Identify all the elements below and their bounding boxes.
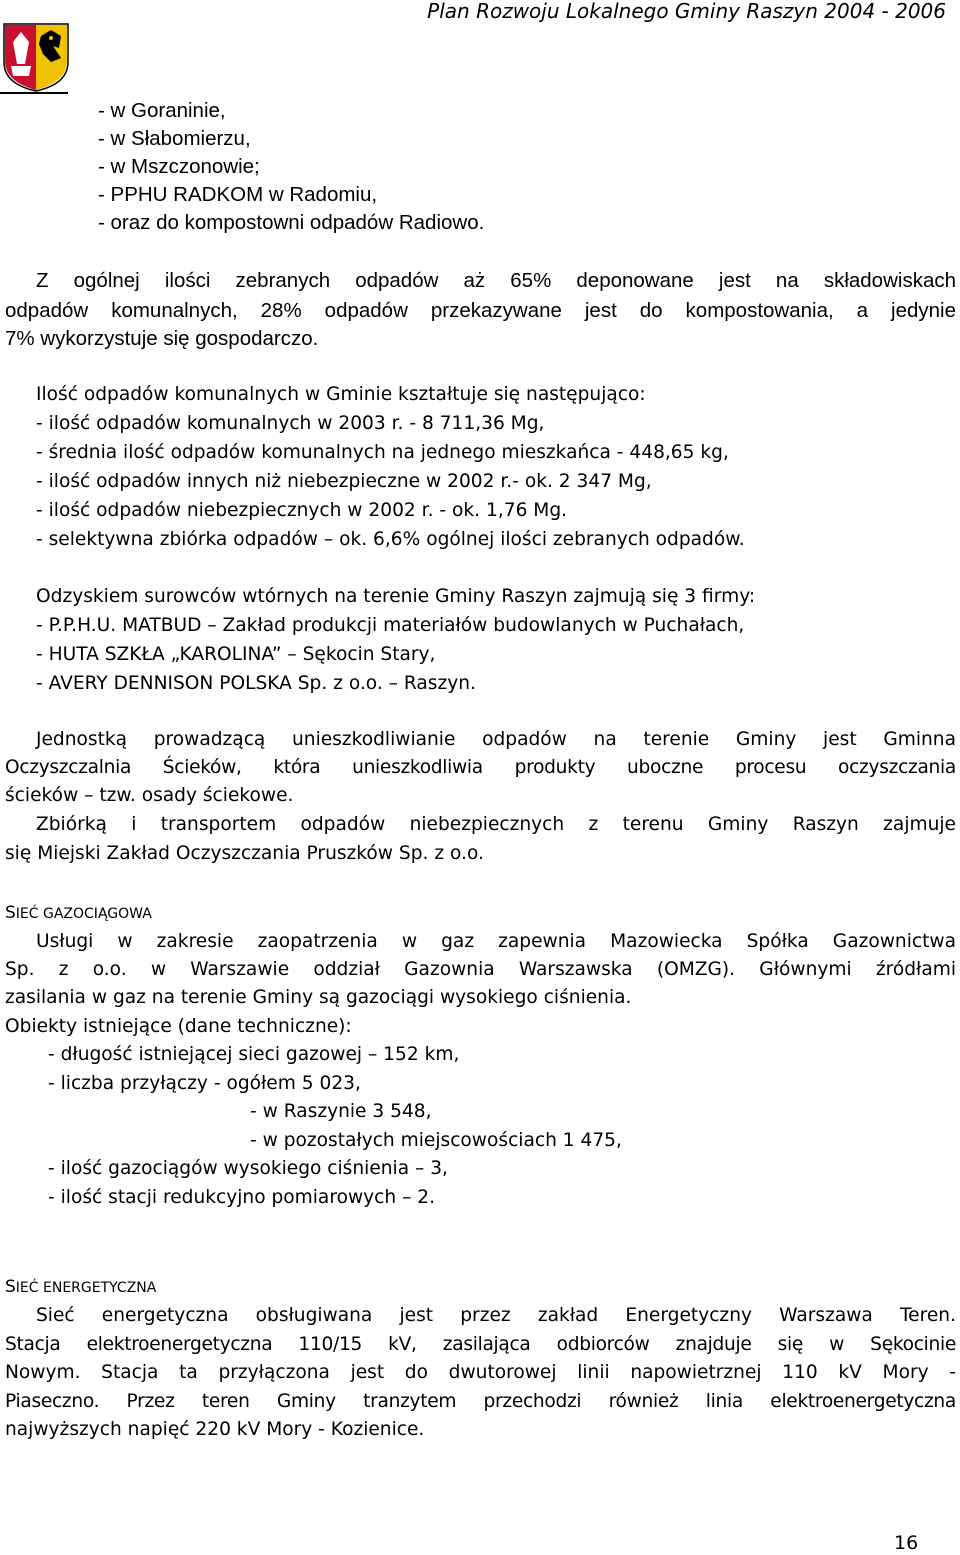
list-item: - w Słabomierzu, (98, 127, 251, 150)
list-item: - liczba przyłączy - ogółem 5 023, (48, 1073, 361, 1094)
list-item: - ilość gazociągów wysokiego ciśnienia – 3, (48, 1158, 448, 1179)
paragraph-line: Jednostką prowadzącą unieszkodliwianie odpadów na terenie Gminy jest Gminna (36, 729, 956, 750)
paragraph-line: odpadów komunalnych, 28% odpadów przekazywane jest do kompostowania, a jedynie (5, 299, 956, 322)
list-item: - ilość stacji redukcyjno pomiarowych – 2. (48, 1187, 436, 1208)
section-intro: Odzyskiem surowców wtórnych na terenie Gminy Raszyn zajmują się 3 firmy: (36, 586, 756, 607)
paragraph-line: Nowym. Stacja ta przyłączona jest do dwutorowej linii napowietrznej 110 kV Mory - (5, 1362, 956, 1383)
list-item: - AVERY DENNISON POLSKA Sp. z o.o. – Raszyn. (36, 673, 476, 694)
list-item: - ilość odpadów komunalnych w 2003 r. - 8 711,36 Mg, (36, 413, 545, 434)
paragraph-line: Sieć energetyczna obsługiwana jest przez zakład Energetyczny Warszawa Teren. (36, 1305, 956, 1326)
paragraph-line: Usługi w zakresie zaopatrzenia w gaz zapewnia Mazowiecka Spółka Gazownictwa (36, 931, 956, 952)
paragraph-line: Oczyszczalnia Ścieków, która unieszkodliwia produkty uboczne procesu oczyszczania (5, 757, 956, 778)
paragraph-line: Stacja elektroenergetyczna 110/15 kV, zasilająca odbiorców znajduje się w Sękocinie (5, 1334, 956, 1355)
paragraph-line: się Miejski Zakład Oczyszczania Pruszków Sp. z o.o. (5, 843, 484, 864)
paragraph-line: Sp. z o.o. w Warszawie oddział Gazownia Warszawska (OMZG). Głównymi źródłami (5, 959, 956, 980)
paragraph-line: Zbiórką i transportem odpadów niebezpiecznych z terenu Gminy Raszyn zajmuje (36, 814, 956, 835)
paragraph-line: 7% wykorzystuje się gospodarczo. (5, 327, 319, 350)
list-item: - ilość odpadów niebezpiecznych w 2002 r. - ok. 1,76 Mg. (36, 500, 568, 521)
list-item: - długość istniejącej sieci gazowej – 152 km, (48, 1044, 460, 1065)
list-item: - w Mszczonowie; (98, 155, 260, 178)
list-item: - HUTA SZKŁA „KAROLINA” – Sękocin Stary, (36, 644, 436, 665)
list-item: - P.P.H.U. MATBUD – Zakład produkcji materiałów budowlanych w Puchałach, (36, 615, 745, 636)
paragraph-line: Obiekty istniejące (dane techniczne): (5, 1016, 352, 1037)
paragraph-line: Piaseczno. Przez teren Gminy tranzytem przechodzi również linia elektroenergetyczna (5, 1391, 956, 1412)
list-item: - ilość odpadów innych niż niebezpieczne w 2002 r.- ok. 2 347 Mg, (36, 471, 652, 492)
paragraph-line: zasilania w gaz na terenie Gminy są gazociągi wysokiego ciśnienia. (5, 987, 632, 1008)
list-item: - w pozostałych miejscowościach 1 475, (250, 1130, 622, 1151)
paragraph-line: Z ogólnej ilości zebranych odpadów aż 65% deponowane jest na składowiskach (36, 269, 956, 292)
section-intro: Ilość odpadów komunalnych w Gminie kształtuje się następująco: (36, 384, 646, 405)
page-number: 16 (894, 1532, 919, 1554)
list-item: - PPHU RADKOM w Radomiu, (98, 183, 378, 206)
list-item: - w Raszynie 3 548, (250, 1101, 432, 1122)
paragraph-line: ścieków – tzw. osady ściekowe. (5, 785, 294, 806)
paragraph-line: najwyższych napięć 220 kV Mory - Kozienice. (5, 1419, 425, 1440)
coat-of-arms-logo (3, 22, 69, 92)
page-header-title: Plan Rozwoju Lokalnego Gminy Raszyn 2004 - 2006 (427, 0, 946, 23)
list-item: - średnia ilość odpadów komunalnych na jednego mieszkańca - 448,65 kg, (36, 442, 729, 463)
list-item: - oraz do kompostowni odpadów Radiowo. (98, 211, 485, 234)
list-item: - w Goraninie, (98, 99, 226, 122)
list-item: - selektywna zbiórka odpadów – ok. 6,6% ogólnej ilości zebranych odpadów. (36, 529, 745, 550)
section-heading: SIEĆ GAZOCIĄGOWA (5, 903, 152, 923)
header-rule (0, 92, 68, 94)
section-heading: SIEĆ ENERGETYCZNA (5, 1277, 157, 1297)
